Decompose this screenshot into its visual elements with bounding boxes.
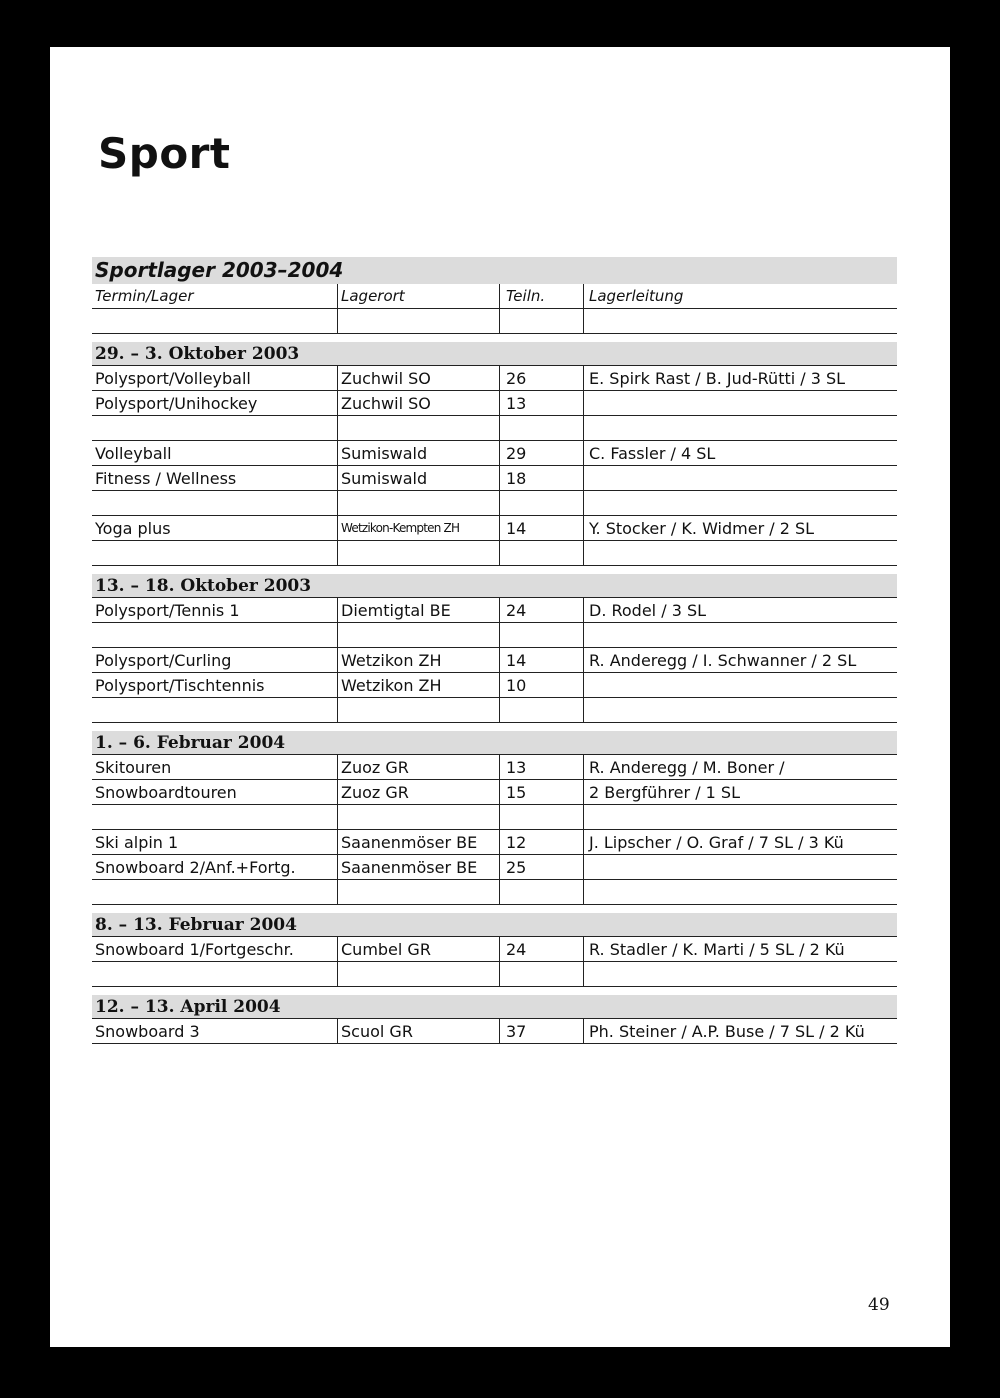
cell-leaders: Y. Stocker / K. Widmer / 2 SL bbox=[589, 519, 815, 538]
cell-participants bbox=[500, 623, 584, 647]
cell-participants: 26 bbox=[500, 366, 584, 390]
cell-participants: 15 bbox=[500, 780, 584, 804]
cell-location: Sumiswald bbox=[338, 441, 500, 465]
table-row bbox=[92, 541, 897, 566]
cell-camp bbox=[92, 541, 338, 565]
table-row bbox=[92, 1019, 897, 1044]
table-row bbox=[92, 466, 897, 491]
cell-participants: 24 bbox=[500, 598, 584, 622]
cell-location bbox=[338, 962, 500, 986]
camp-table bbox=[92, 257, 897, 1044]
cell-camp bbox=[92, 962, 338, 986]
table-row bbox=[92, 805, 897, 830]
col-header-lagerleitung: Lagerleitung bbox=[589, 287, 684, 305]
cell-leaders: 2 Bergführer / 1 SL bbox=[589, 783, 740, 802]
cell-location bbox=[338, 805, 500, 829]
cell-leaders: J. Lipscher / O. Graf / 7 SL / 3 Kü bbox=[589, 833, 844, 852]
table-body bbox=[92, 334, 897, 1044]
cell-leaders bbox=[584, 623, 897, 647]
date-group-heading: 1. – 6. Februar 2004 bbox=[92, 731, 897, 755]
table-row bbox=[92, 366, 897, 391]
cell-leaders: R. Anderegg / I. Schwanner / 2 SL bbox=[589, 651, 857, 670]
cell-participants: 18 bbox=[500, 466, 584, 490]
table-row bbox=[92, 937, 897, 962]
cell-leaders: Ph. Steiner / A.P. Buse / 7 SL / 2 Kü bbox=[589, 1022, 865, 1041]
col-header-termin: Termin/Lager bbox=[92, 284, 338, 308]
cell-leaders bbox=[584, 466, 897, 490]
table-row bbox=[92, 491, 897, 516]
group-spacer bbox=[92, 566, 897, 574]
group-spacer bbox=[92, 334, 897, 342]
table-heading: Sportlager 2003–2004 bbox=[92, 257, 897, 284]
cell-leaders bbox=[584, 391, 897, 415]
cell-location bbox=[338, 416, 500, 440]
table-row bbox=[92, 855, 897, 880]
cell-camp: Snowboard 1/Fortgeschr. bbox=[92, 937, 338, 961]
cell-location: Zuoz GR bbox=[338, 780, 500, 804]
cell-camp bbox=[92, 698, 338, 722]
table-row bbox=[92, 309, 897, 334]
cell-camp: Snowboard 3 bbox=[92, 1019, 338, 1043]
date-group-heading: 29. – 3. Oktober 2003 bbox=[92, 342, 897, 366]
table-row bbox=[92, 391, 897, 416]
cell-location: Saanenmöser BE bbox=[338, 830, 500, 854]
table-header-row bbox=[92, 284, 897, 309]
cell-participants bbox=[500, 880, 584, 904]
cell-leaders bbox=[584, 805, 897, 829]
cell-leaders: D. Rodel / 3 SL bbox=[589, 601, 707, 620]
date-group-heading: 8. – 13. Februar 2004 bbox=[92, 913, 897, 937]
cell-participants: 12 bbox=[500, 830, 584, 854]
col-header-teiln: Teiln. bbox=[500, 284, 584, 308]
cell-participants: 14 bbox=[500, 648, 584, 672]
cell-location: Wetzikon ZH bbox=[338, 673, 500, 697]
cell-location: Saanenmöser BE bbox=[338, 855, 500, 879]
group-spacer bbox=[92, 723, 897, 731]
cell-camp bbox=[92, 491, 338, 515]
table-row bbox=[92, 698, 897, 723]
cell-empty bbox=[92, 309, 338, 333]
cell-participants: 13 bbox=[500, 755, 584, 779]
table-row bbox=[92, 962, 897, 987]
table-row bbox=[92, 516, 897, 541]
cell-participants: 37 bbox=[500, 1019, 584, 1043]
group-spacer bbox=[92, 987, 897, 995]
cell-camp: Volleyball bbox=[92, 441, 338, 465]
cell-leaders bbox=[584, 491, 897, 515]
table-row bbox=[92, 755, 897, 780]
cell-participants: 29 bbox=[500, 441, 584, 465]
cell-location bbox=[338, 623, 500, 647]
cell-leaders bbox=[584, 416, 897, 440]
table-row bbox=[92, 780, 897, 805]
cell-location bbox=[338, 491, 500, 515]
cell-camp: Polysport/Tischtennis bbox=[92, 673, 338, 697]
cell-camp: Polysport/Volleyball bbox=[92, 366, 338, 390]
group-spacer bbox=[92, 905, 897, 913]
cell-participants: 24 bbox=[500, 937, 584, 961]
cell-leaders: R. Stadler / K. Marti / 5 SL / 2 Kü bbox=[589, 940, 845, 959]
date-group-heading: 13. – 18. Oktober 2003 bbox=[92, 574, 897, 598]
cell-camp: Polysport/Curling bbox=[92, 648, 338, 672]
cell-leaders bbox=[584, 673, 897, 697]
cell-leaders: C. Fassler / 4 SL bbox=[589, 444, 716, 463]
cell-camp: Fitness / Wellness bbox=[92, 466, 338, 490]
cell-leaders: E. Spirk Rast / B. Jud-Rütti / 3 SL bbox=[589, 369, 846, 388]
cell-location bbox=[338, 880, 500, 904]
cell-leaders bbox=[584, 962, 897, 986]
cell-participants bbox=[500, 962, 584, 986]
cell-camp: Ski alpin 1 bbox=[92, 830, 338, 854]
cell-location: Wetzikon ZH bbox=[338, 648, 500, 672]
table-row bbox=[92, 673, 897, 698]
cell-camp: Snowboardtouren bbox=[92, 780, 338, 804]
cell-camp bbox=[92, 416, 338, 440]
cell-camp: Polysport/Tennis 1 bbox=[92, 598, 338, 622]
page-number: 49 bbox=[868, 1295, 890, 1315]
table-row bbox=[92, 416, 897, 441]
cell-location: Diemtigtal BE bbox=[338, 598, 500, 622]
cell-camp: Snowboard 2/Anf.+Fortg. bbox=[92, 855, 338, 879]
cell-leaders bbox=[584, 880, 897, 904]
cell-leaders bbox=[584, 698, 897, 722]
cell-leaders bbox=[584, 541, 897, 565]
cell-location: Zuoz GR bbox=[338, 755, 500, 779]
cell-participants bbox=[500, 805, 584, 829]
page-title: Sport bbox=[98, 129, 231, 178]
cell-location: Zuchwil SO bbox=[338, 366, 500, 390]
cell-participants: 25 bbox=[500, 855, 584, 879]
table-row bbox=[92, 441, 897, 466]
cell-location: Cumbel GR bbox=[338, 937, 500, 961]
cell-camp bbox=[92, 805, 338, 829]
document-page bbox=[50, 47, 950, 1347]
cell-empty bbox=[584, 309, 897, 333]
cell-camp: Polysport/Unihockey bbox=[92, 391, 338, 415]
table-row bbox=[92, 598, 897, 623]
table-row bbox=[92, 648, 897, 673]
cell-participants bbox=[500, 698, 584, 722]
cell-camp: Skitouren bbox=[92, 755, 338, 779]
cell-participants: 13 bbox=[500, 391, 584, 415]
cell-participants: 10 bbox=[500, 673, 584, 697]
cell-participants bbox=[500, 416, 584, 440]
table-row bbox=[92, 830, 897, 855]
cell-location: Wetzikon-Kempten ZH bbox=[338, 516, 500, 540]
cell-leaders: R. Anderegg / M. Boner / bbox=[589, 758, 785, 777]
cell-participants bbox=[500, 491, 584, 515]
cell-participants bbox=[500, 541, 584, 565]
cell-camp: Yoga plus bbox=[92, 516, 338, 540]
cell-location: Zuchwil SO bbox=[338, 391, 500, 415]
table-row bbox=[92, 880, 897, 905]
cell-location bbox=[338, 541, 500, 565]
cell-location bbox=[338, 698, 500, 722]
cell-participants: 14 bbox=[500, 516, 584, 540]
cell-empty bbox=[500, 309, 584, 333]
cell-camp bbox=[92, 880, 338, 904]
date-group-heading: 12. – 13. April 2004 bbox=[92, 995, 897, 1019]
cell-location: Sumiswald bbox=[338, 466, 500, 490]
col-header-lagerort: Lagerort bbox=[338, 284, 500, 308]
cell-location: Scuol GR bbox=[338, 1019, 500, 1043]
cell-empty bbox=[338, 309, 500, 333]
cell-camp bbox=[92, 623, 338, 647]
table-row bbox=[92, 623, 897, 648]
cell-leaders bbox=[584, 855, 897, 879]
